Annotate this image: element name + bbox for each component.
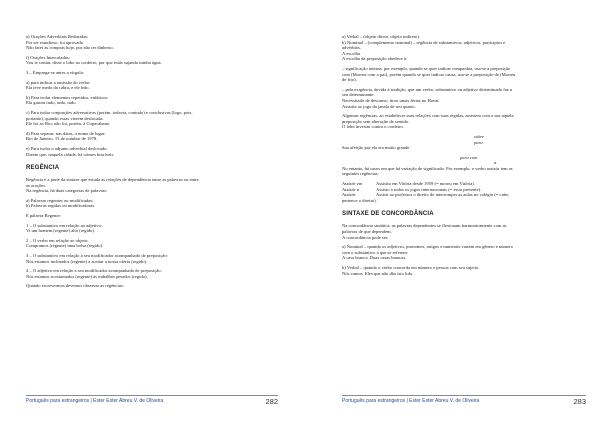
text-line: Ele foi ao Rio; não foi, porém, à Copacabana. — [26, 121, 111, 127]
text-line: Dizem que, naquela cidade, há crimes horríveis. — [26, 151, 115, 157]
text-line: Na regência, há duas categorias de palavras: — [26, 188, 108, 194]
text-line: Rio de Janeiro, 15 de outubro de 1978. — [26, 136, 98, 142]
paragraph — [342, 223, 586, 240]
footer-rule — [342, 395, 586, 396]
text-line: A concordância pode ser: — [342, 234, 389, 240]
right-page-footer — [342, 398, 586, 410]
text-line: d) Para separar, nas datas, o nome de lugar: — [26, 130, 106, 136]
text-line: Assistia ao jogo da janela de seu quarto. — [342, 103, 416, 109]
preposition-variant: para — [474, 139, 483, 145]
text-line: A escolha da preposição obedece à: — [342, 56, 408, 62]
text-line: a) Nominal – quando os adjetivos, pronomes, artigos e numerais variam em gênero e número — [342, 244, 513, 250]
left-page-footer — [26, 398, 278, 410]
text-line: Necessitado de descanso, tirou umas férias no Havaí. — [342, 97, 440, 103]
text-line: 3 – O substantivo em relação a seu modificador acompanhado de preposição: — [26, 253, 168, 259]
footer-text: Português para estrangeiros | Ester Ester Abreu V. de Oliveira — [342, 398, 480, 404]
paragraph — [26, 177, 278, 194]
paragraph — [26, 95, 278, 106]
text-line: advérbios. — [342, 45, 362, 51]
text-line: Vou te contar, disse o lobo ao cordeiro, por que estás sujando minha água. — [26, 60, 162, 66]
text-line: a) para indicar a omissão do verbo: — [26, 79, 91, 85]
example-value: Assisti ao professor o direito de interromper as aulas no colégio (= cabe, — [376, 192, 510, 198]
section-heading: REGÊNCIA — [26, 165, 60, 172]
paragraph — [26, 146, 278, 157]
example-value: Assisto a todos os jogos internacionais (= estar presente). — [376, 186, 482, 192]
left-page-text — [26, 34, 278, 293]
text-line: Nós estamos inclinados (regente) a aceitar a nossa oferta (regido). — [26, 258, 148, 264]
paragraph — [26, 80, 278, 91]
paragraph — [342, 66, 586, 83]
text-line: Compramos (regente) uma bolsa (regido). — [26, 243, 104, 249]
text-line: No entanto, há casos em que há variação de significado. Por exemplo, o verbo assistir tem as — [342, 165, 513, 171]
preposition-variant: para com — [460, 154, 478, 160]
right-page — [300, 0, 600, 424]
text-line: com o substantivo a que se referem: — [342, 249, 409, 255]
text-line: Quando escrevermos devemos observar as regências: — [26, 283, 124, 289]
paragraph — [342, 198, 586, 204]
text-line: com (Morreu com o pai), porém quando se quer indicar causa, usa-se a preposição de (Morreu — [342, 71, 516, 77]
text-line: Ela teve medo da cabra, e ele leão. — [26, 85, 90, 91]
text-line: Algumas regências, ao estabelecer suas relações com suas regidas, assistem com a sua aquela — [342, 113, 514, 119]
text-line: Por ser estudioso, foi aprovado. — [26, 39, 85, 45]
paragraph — [342, 145, 586, 151]
text-line: Nós estamos acostumados (regente) às trabalhos pesados (regido). — [26, 273, 148, 279]
preposition-variant: a — [494, 160, 497, 166]
paragraph — [26, 198, 278, 209]
text-line: b) Verbal – quando o verbo concorda em número e pessoa com seu sujeito. — [342, 265, 480, 270]
text-line: f) Orações Intercaladas: — [26, 54, 70, 60]
paragraph — [342, 87, 586, 109]
paragraph — [26, 283, 278, 289]
footer-text: Português para estrangeiros | Ester Ester Abreu V. de Oliveira — [26, 398, 164, 404]
paragraph — [26, 131, 278, 142]
paragraph — [342, 244, 586, 261]
text-line: preposição sem alteração de sentido. — [342, 118, 410, 124]
text-line: de frio). — [342, 77, 357, 83]
text-line: Na concordância sintática, as palavras dependentes se flexionam harmonicamente com as — [342, 223, 507, 229]
right-page-text — [342, 34, 586, 280]
text-line: pertence o direito). — [342, 197, 377, 203]
paragraph — [26, 34, 278, 51]
example-key: Assistir — [342, 192, 356, 198]
paragraph — [342, 265, 586, 276]
text-line: as orações. — [26, 182, 47, 188]
text-line: b) Palavras regidas ou modificadoras. — [26, 203, 96, 209]
example-key: Assistir a — [342, 186, 360, 192]
text-line: Não farei as compras hoje, por não ter dinheiro. — [26, 45, 114, 51]
text-line: 4 – O adjetivo em relação a seu modificador acompanhado de preposição: — [26, 268, 162, 274]
text-line: e) Para isolar o adjunto adverbial deslocado: — [26, 145, 108, 151]
paragraph — [342, 113, 586, 130]
text-line: b) Nominal – (complemento nominal) – regência de substantivos, adjetivos, particípios e — [342, 39, 506, 45]
text-line: – significação interna, por exemplo, quando se quer indicar companhia, usa-se a preposição — [342, 65, 511, 71]
paragraph — [26, 213, 278, 219]
paragraph — [26, 70, 278, 76]
text-line: a) Orações Adverbiais Reduzidas: — [26, 34, 89, 39]
paragraph — [342, 34, 586, 62]
paragraph — [342, 166, 586, 177]
text-line: – pela exigência, devida à tradição, que um verbo, substantivo ou adjetivo determinado faz a — [342, 86, 513, 92]
text-line: Sua afeição por ela era muito grande. — [342, 145, 411, 151]
text-line: O lobo investiu contra o cordeiro. — [342, 124, 404, 130]
example-key: Assistir em — [342, 181, 363, 187]
text-line: b) Para isolar elementos repetidos, enfáticos: — [26, 94, 109, 100]
paragraph — [26, 55, 278, 66]
paragraph — [26, 253, 278, 264]
page-number: 283 — [573, 397, 586, 406]
text-line: c) Para isolar conjunções adversativas (porém, todavia, contudo) e conclusivas (logo, pois, — [26, 109, 193, 115]
text-line: palavras de que dependem. — [342, 229, 392, 235]
text-line: Ela gastou tudo, tudo, tudo. — [26, 100, 77, 106]
text-line: a) Verbal – (objeto direto, objeto indireto). — [342, 34, 420, 39]
text-line: Regência é a parte da sintaxe que estuda as relações de dependência entre as palavras ou entre — [26, 177, 199, 183]
section-heading: SINTAXE DE CONCORDÂNCIA — [342, 211, 434, 218]
paragraph — [26, 223, 278, 234]
text-line: Nós vamos. Eles que não dão isto lido. — [342, 270, 414, 276]
text-line: a) Palavras regentes ou modificadas; — [26, 197, 94, 203]
paragraph — [26, 238, 278, 249]
text-line: A casa branca. Duas casas brancas. — [342, 255, 407, 261]
text-line: 3 – Emprega-se antes a vírgula: — [26, 69, 84, 75]
preposition-variant: sobre — [474, 133, 485, 139]
text-line: E palavra Regente: — [26, 213, 61, 219]
text-line: A escolha — [342, 50, 360, 56]
footer-rule — [26, 395, 278, 396]
example-value: Assistiu em Vitória desde 1959 (= morou em Vitória). — [376, 181, 475, 187]
text-line: portanto), quando essas vierem deslocada. — [26, 115, 104, 121]
page-number: 282 — [265, 397, 278, 406]
paragraph — [26, 110, 278, 127]
text-line: seu determinante: — [342, 92, 375, 98]
text-line: 2 – O verbo em relação ao objeto: — [26, 237, 89, 243]
text-line: 1 – O substantivo em relação ao adjetivo: — [26, 222, 103, 228]
text-line: seguintes regências: — [342, 171, 379, 177]
text-line: Vi um homem (regente) alto (regido). — [26, 228, 96, 234]
paragraph — [26, 268, 278, 279]
